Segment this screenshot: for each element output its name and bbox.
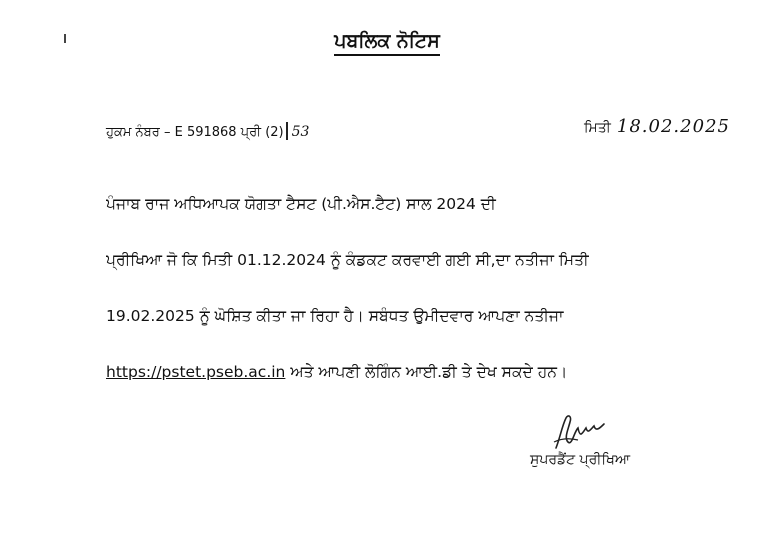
date-label: ਮਿਤੀ xyxy=(584,120,611,136)
notice-title xyxy=(0,30,774,52)
body-tail: ਅਤੇ ਆਪਣੀ ਲੋਗਿੰਨ ਆਈ.ਡੀ ਤੇ ਦੇਖ ਸਕਦੇ ਹਨ। xyxy=(290,363,568,381)
body-line: ਪੰਜਾਬ ਰਾਜ ਅਧਿਆਪਕ ਯੋਗਤਾ ਟੈਸਟ (ਪੀ.ਐਸ.ਟੈਟ) ਸਾਲ 2024 ਦੀ xyxy=(106,195,496,213)
signatory-title: ਸੁਪਰਡੈਂਟ ਪ੍ਰੀਖਿਆ xyxy=(530,452,631,468)
reference-number: 53 xyxy=(291,124,310,140)
notice-body xyxy=(106,190,690,414)
date-value: 18.02.2025 xyxy=(616,116,730,137)
reference-line xyxy=(106,122,309,140)
signature-scribble xyxy=(548,408,608,456)
body-line: 19.02.2025 ਨੂੰ ਘੋਸ਼ਿਤ ਕੀਤਾ ਜਾ ਰਿਹਾ ਹੈ। ਸਬੰਧਤ ਉਮੀਦਵਾਰ ਆਪਣਾ ਨਤੀਜਾ xyxy=(106,307,564,325)
result-link[interactable]: https://pstet.pseb.ac.in xyxy=(106,363,286,381)
reference-separator xyxy=(286,122,288,140)
body-line-final xyxy=(106,358,690,414)
notice-title-text: ਪਬਲਿਕ ਨੋਟਿਸ xyxy=(334,30,439,56)
reference-label: ਹੁਕਮ ਨੰਬਰ – E 591868 ਪ੍ਰੀ (2) xyxy=(106,125,284,140)
body-line: ਪ੍ਰੀਖਿਆ ਜੋ ਕਿ ਮਿਤੀ 01.12.2024 ਨੂੰ ਕੰਡਕਟ ਕਰਵਾਈ ਗਈ ਸੀ,ਦਾ ਨਤੀਜਾ ਮਿਤੀ xyxy=(106,251,589,269)
date-line xyxy=(584,116,730,137)
